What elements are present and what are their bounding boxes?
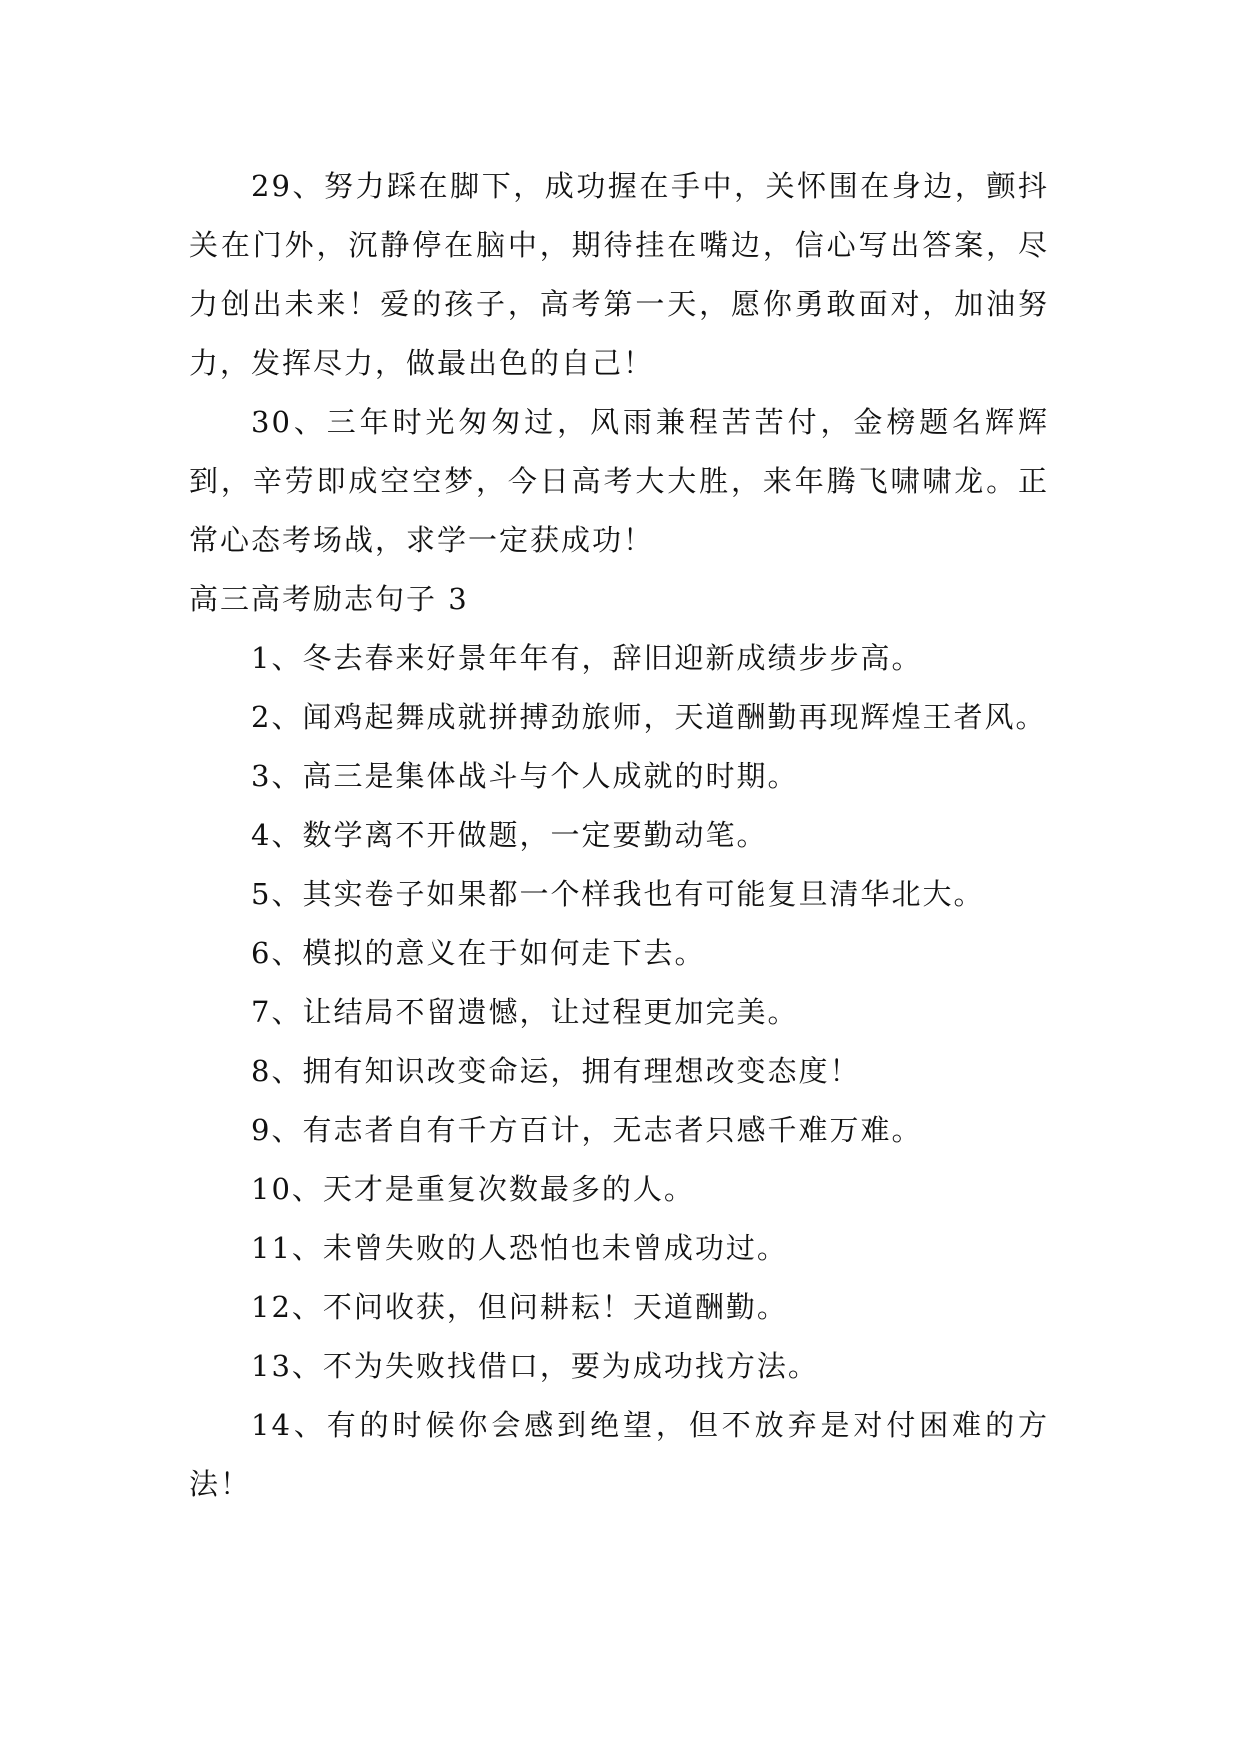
paragraph: 5、其实卷子如果都一个样我也有可能复旦清华北大。 [251,877,985,911]
paragraph: 12、不问收获，但问耕耘！天道酬勤。 [251,1290,788,1324]
document-body [189,157,1049,1514]
paragraph: 10、天才是重复次数最多的人。 [251,1172,695,1206]
paragraph: 7、让结局不留遗憾，让过程更加完美。 [251,995,799,1029]
paragraph: 9、有志者自有千方百计，无志者只感千难万难。 [251,1113,923,1147]
paragraph: 30、三年时光匆匆过，风雨兼程苦苦付，金榜题名辉辉到，辛劳即成空空梦，今日高考大大胜，来年腾飞啸啸龙。正常心态考场战，求学一定获成功！ [189,405,1049,557]
paragraph: 13、不为失败找借口，要为成功找方法。 [251,1349,819,1383]
paragraph: 6、模拟的意义在于如何走下去。 [251,936,706,970]
paragraph: 3、高三是集体战斗与个人成就的时期。 [251,759,799,793]
paragraph: 14、有的时候你会感到绝望，但不放弃是对付困难的方法！ [189,1408,1049,1501]
paragraph: 11、未曾失败的人恐怕也未曾成功过。 [251,1231,788,1265]
paragraph: 4、数学离不开做题，一定要勤动笔。 [251,818,768,852]
paragraph: 8、拥有知识改变命运，拥有理想改变态度！ [251,1054,861,1088]
paragraph: 2、闻鸡起舞成就拼搏劲旅师，天道酬勤再现辉煌王者风。 [251,700,1047,734]
section-heading: 高三高考励志句子 3 [189,582,469,616]
paragraph: 29、努力踩在脚下，成功握在手中，关怀围在身边，颤抖关在门外，沉静停在脑中，期待挂在嘴边，信心写出答案，尽力创出未来！爱的孩子，高考第一天，愿你勇敢面对，加油努力，发挥尽力，做最出色的自己！ [189,169,1049,380]
paragraph: 1、冬去春来好景年年有，辞旧迎新成绩步步高。 [251,641,923,675]
